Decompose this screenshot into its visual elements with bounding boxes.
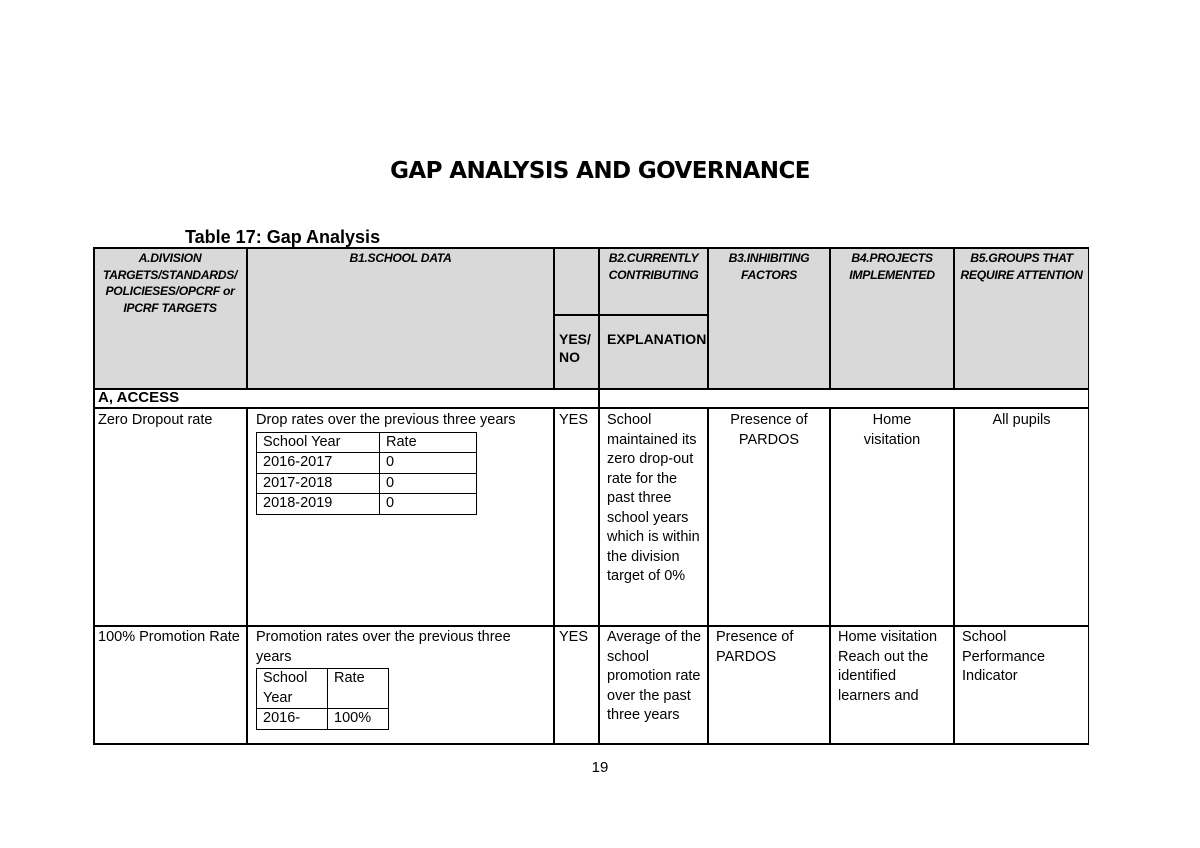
table-divider (93, 407, 1089, 409)
table-divider (93, 625, 1089, 627)
sub-table-row (257, 473, 477, 494)
sub-table-cell: 0 (380, 453, 477, 474)
table-divider (829, 407, 831, 744)
sub-table-cell: 0 (380, 494, 477, 515)
table-divider (553, 247, 555, 388)
table-border (93, 247, 1089, 249)
sub-table-header-row (257, 432, 477, 453)
section-access: A, ACCESS (98, 389, 180, 406)
header-school-data: B1.SCHOOL DATA (247, 247, 554, 388)
table-divider (598, 247, 600, 744)
sub-table-header: Rate (380, 432, 477, 453)
row2-inhibiting: Presence of PARDOS (716, 629, 794, 665)
table-divider (953, 247, 955, 388)
table-border (93, 247, 95, 744)
sub-table-header: School Year (257, 432, 380, 453)
header-groups-attention: B5.GROUPS THAT REQUIRE ATTENTION (954, 247, 1089, 388)
sub-table-header: Rate (328, 669, 389, 709)
sub-table-header: School Year (257, 669, 328, 709)
header-yes-no: YES/ NO (554, 314, 599, 388)
table-divider (246, 247, 248, 388)
header-division-targets: A.DIVISION TARGETS/STANDARDS/ POLICIESES/OPCRF or IPCRF TARGETS (93, 247, 247, 388)
sub-table-cell: 2016- (257, 709, 328, 730)
table-divider (953, 407, 955, 744)
sub-table-cell: 100% (328, 709, 389, 730)
sub-table-row (257, 453, 477, 474)
row2-yes-no: YES (559, 629, 589, 645)
sub-table-cell: 2018-2019 (257, 494, 380, 515)
table-divider (93, 388, 1089, 390)
sub-table-cell: 2017-2018 (257, 473, 380, 494)
row1-projects: Home visitation (863, 412, 921, 448)
table-border (93, 743, 1089, 745)
row1-explanation: School maintained its zero drop-out rate for the past three school years which is within the division target of 0% (607, 412, 700, 584)
table-divider (553, 407, 555, 744)
table-caption: Table 17: Gap Analysis (185, 227, 381, 247)
row2-groups: School Performance Indicator (962, 629, 1046, 684)
row1-target: Zero Dropout rate (98, 412, 213, 428)
header-blank (554, 247, 599, 314)
header-inhibiting-factors: B3.INHIBITING FACTORS (708, 247, 830, 388)
row2-projects: Home visitation Reach out the identified learners and (838, 629, 938, 704)
page-number: 19 (591, 759, 609, 776)
table-divider (554, 314, 708, 316)
sub-table-row (257, 494, 477, 515)
row1-sub-table (256, 432, 477, 515)
row2-explanation: Average of the school promotion rate over the past three years (607, 629, 702, 723)
row1-yes-no: YES (559, 412, 589, 428)
row1-school-data-text: Drop rates over the previous three years (256, 412, 516, 428)
sub-table-cell: 2016-2017 (257, 453, 380, 474)
table-divider (707, 247, 709, 388)
gap-analysis-table (93, 247, 1089, 744)
table-divider (707, 407, 709, 744)
sub-table-row (257, 709, 389, 730)
sub-table-header-row (257, 669, 389, 709)
table-divider (246, 407, 248, 744)
row1-inhibiting: Presence of PARDOS (730, 412, 808, 448)
row2-sub-table (256, 668, 389, 730)
header-explanation: EXPLANATION (599, 314, 708, 388)
table-divider (829, 247, 831, 388)
header-currently-contributing: B2.CURRENTLY CONTRIBUTING (599, 247, 708, 314)
page-title: GAP ANALYSIS AND GOVERNANCE (390, 158, 810, 184)
table-border (1088, 247, 1090, 744)
sub-table-cell: 0 (380, 473, 477, 494)
header-projects-implemented: B4.PROJECTS IMPLEMENTED (830, 247, 954, 388)
row2-school-data-text: Promotion rates over the previous three years (256, 629, 511, 665)
row2-target: 100% Promotion Rate (98, 629, 240, 645)
row2-school-data (247, 625, 554, 744)
row1-groups: All pupils (992, 412, 1051, 428)
row1-school-data (247, 408, 554, 625)
